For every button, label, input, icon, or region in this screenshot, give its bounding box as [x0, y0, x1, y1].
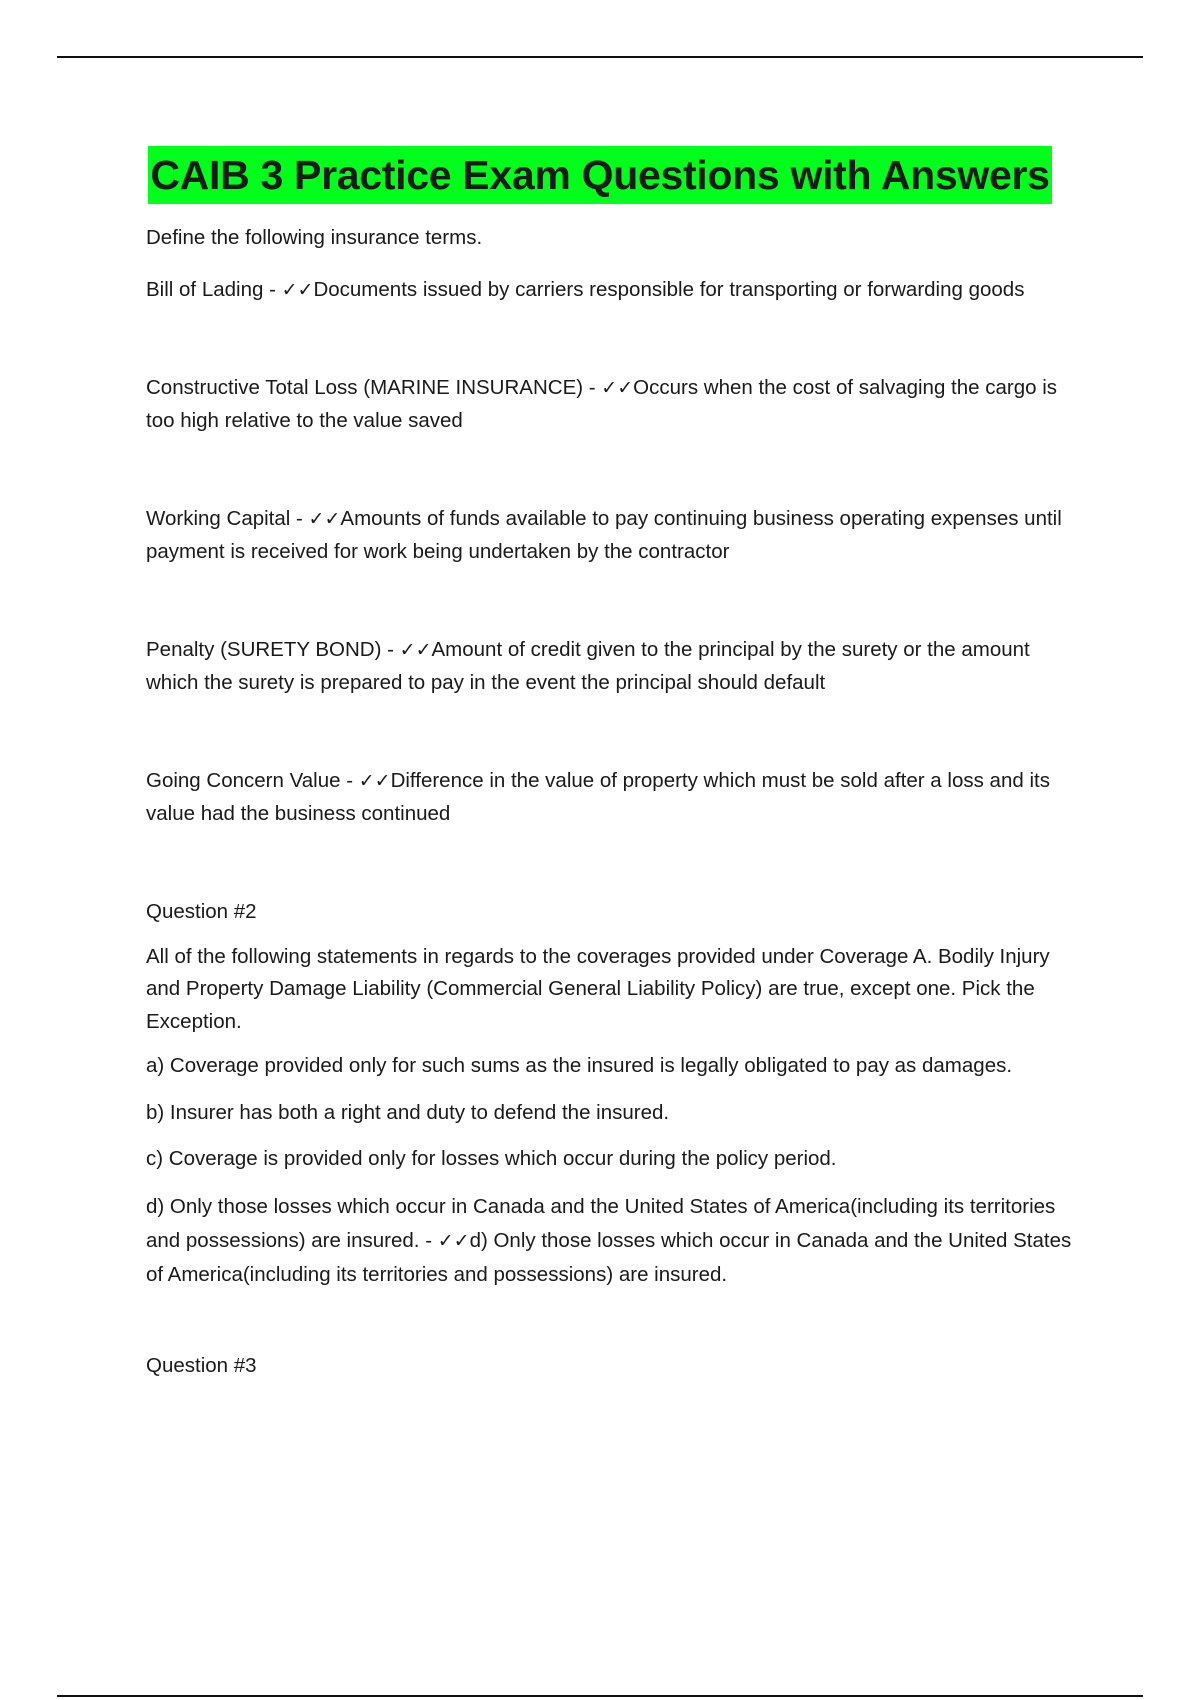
term-label: Going Concern Value: [146, 769, 341, 792]
check-mark-icon: ✓✓: [601, 377, 634, 399]
answer-option-a: a) Coverage provided only for such sums as the insured is legally obligated to pay as damages.: [146, 1054, 1013, 1077]
definition-item: [146, 503, 1086, 568]
term-separator: -: [263, 277, 282, 301]
question-2-text: All of the following statements in regards to the coverages provided under Coverage A. Bodily Injury and Property Damage Liability (Commercial General Liability Policy) are true, except one. Pick the Exception.: [146, 944, 1050, 1033]
definition-item: [146, 274, 1086, 307]
document-body: [146, 222, 1086, 1382]
answer-option-d: [146, 1190, 1086, 1292]
term-label: Penalty (SURETY BOND): [146, 638, 382, 661]
intro-text: Define the following insurance terms.: [146, 226, 483, 249]
check-mark-icon: ✓✓: [308, 508, 341, 530]
definition-item: [146, 372, 1086, 437]
check-mark-icon: ✓✓: [358, 770, 391, 792]
term-definition: Amount of credit given to the principal by the surety or the amount which the surety is prepared to pay in the event the principal should default: [146, 638, 1030, 694]
term-separator: -: [340, 769, 359, 792]
header-rule: [57, 56, 1143, 58]
definition-item: [146, 765, 1086, 830]
answer-option-c: c) Coverage is provided only for losses which occur during the policy period.: [146, 1147, 837, 1170]
footer-rule: [57, 1695, 1143, 1697]
term-label: Working Capital: [146, 507, 291, 530]
term-definition: Documents issued by carriers responsible for transporting or forwarding goods: [313, 277, 1025, 301]
check-mark-icon: ✓✓: [437, 1229, 470, 1252]
term-definition: Occurs when the cost of salvaging the cargo is too high relative to the value saved: [146, 376, 1058, 432]
term-separator: -: [290, 507, 309, 530]
title-container: [0, 146, 1200, 204]
option-d-text: d) Only those losses which occur in Canada and the United States of America(including its territories and possessions) are insured.: [146, 1194, 1056, 1252]
definition-item: [146, 634, 1086, 699]
term-separator: -: [583, 376, 602, 399]
check-mark-icon: ✓✓: [399, 639, 432, 661]
term-definition: Difference in the value of property which must be sold after a loss and its value had the business continued: [146, 769, 1050, 825]
correct-answer: d) Only those losses which occur in Canada and the United States of America(including its territories and possessions) are insured.: [146, 1228, 1072, 1286]
answer-separator: -: [419, 1228, 438, 1252]
check-mark-icon: ✓✓: [281, 278, 314, 301]
question-3-label: Question #3: [146, 1353, 257, 1377]
page-title: CAIB 3 Practice Exam Questions with Answers: [148, 146, 1051, 204]
term-label: Bill of Lading: [146, 277, 264, 301]
answer-option-b: b) Insurer has both a right and duty to defend the insured.: [146, 1100, 670, 1124]
question-2-label: Question #2: [146, 900, 257, 923]
term-label: Constructive Total Loss (MARINE INSURANCE): [146, 376, 584, 399]
term-definition: Amounts of funds available to pay continuing business operating expenses until payment is received for work being undertaken by the contractor: [146, 507, 1062, 563]
term-separator: -: [381, 638, 400, 661]
